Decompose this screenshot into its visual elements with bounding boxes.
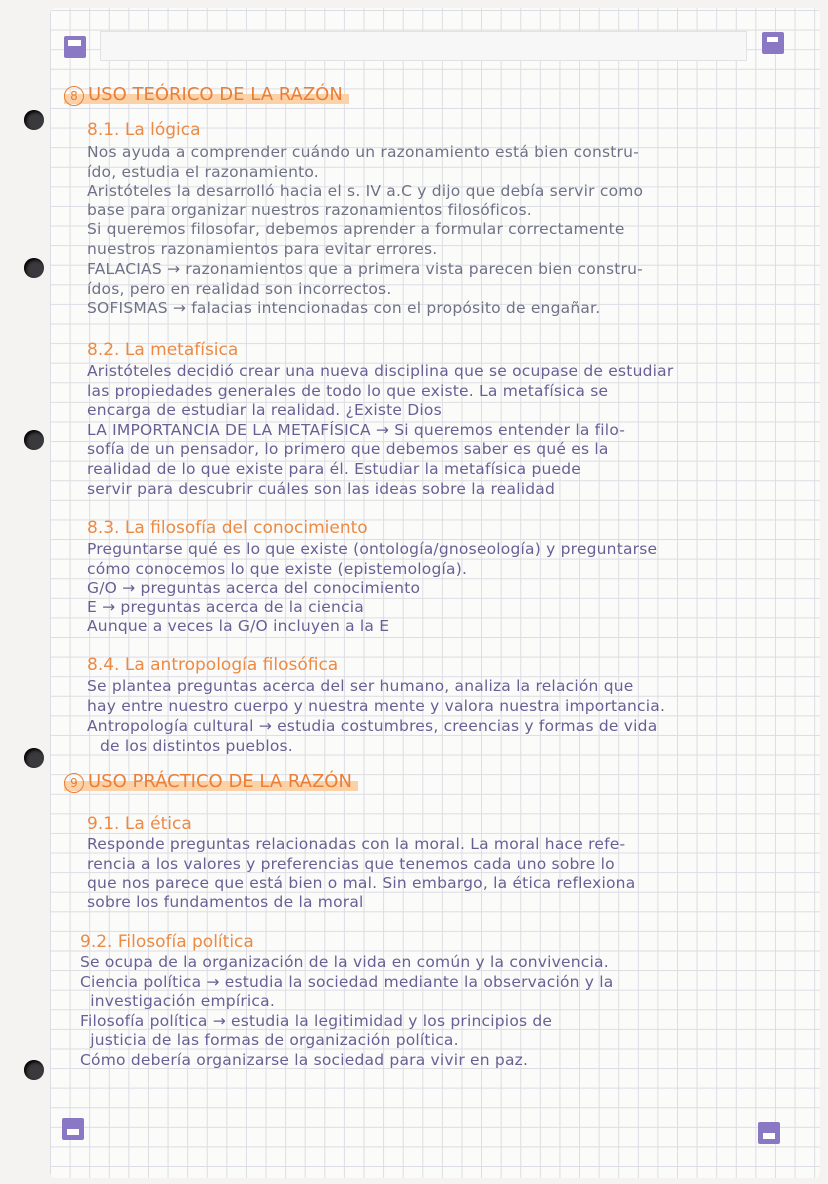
text-line: FALACIAS → razonamientos que a primera vista parecen bien constru- (87, 260, 643, 278)
binder-hole (24, 1060, 44, 1080)
subsection-heading: 8.4. La antropología filosófica (87, 655, 339, 675)
text-line: justicia de las formas de organización política. (80, 1031, 459, 1049)
subsection-heading: 8.2. La metafísica (87, 340, 239, 360)
text-line: Nos ayuda a comprender cuándo un razonamiento está bien constru- (87, 143, 639, 161)
text-line: Si queremos filosofar, debemos aprender a formular correctamente (87, 220, 625, 238)
text-line: Cómo debería organizarse la sociedad para vivir en paz. (80, 1051, 529, 1069)
corner-mark-icon (62, 1118, 84, 1140)
text-line: Aunque a veces la G/O incluyen a la E (87, 617, 390, 635)
header-box (100, 31, 747, 61)
subsection-heading: 9.1. La ética (87, 814, 192, 834)
text-line: Ciencia política → estudia la sociedad mediante la observación y la (80, 973, 614, 991)
text-line: las propiedades generales de todo lo que existe. La metafísica se (87, 382, 609, 400)
section-title: USO TEÓRICO DE LA RAZÓN (88, 84, 343, 105)
text-line: ídos, pero en realidad son incorrectos. (87, 280, 392, 298)
text-line: realidad de lo que existe para él. Estudiar la metafísica puede (87, 460, 582, 478)
corner-mark-icon (758, 1122, 780, 1144)
text-line: servir para descubrir cuáles son las ideas sobre la realidad (87, 480, 555, 498)
text-line: Preguntarse qué es lo que existe (ontología/gnoseología) y preguntarse (87, 540, 658, 558)
text-line: ído, estudia el razonamiento. (87, 163, 319, 181)
text-line: Aristóteles decidió crear una nueva disciplina que se ocupase de estudiar (87, 362, 674, 380)
section-heading-9 (64, 771, 358, 793)
text-line: Responde preguntas relacionadas con la moral. La moral hace refe- (87, 835, 626, 853)
binder-hole (24, 258, 44, 278)
subsection-heading: 8.1. La lógica (87, 120, 201, 140)
section-heading-8 (64, 84, 349, 106)
text-line: Filosofía política → estudia la legitimidad y los principios de (80, 1012, 553, 1030)
section-title: USO PRÁCTICO DE LA RAZÓN (88, 771, 352, 792)
text-line: sofía de un pensador, lo primero que debemos saber es qué es la (87, 440, 609, 458)
section-number: 9 (64, 773, 84, 793)
subsection-heading: 9.2. Filosofía política (80, 932, 254, 952)
text-line: Se plantea preguntas acerca del ser humano, analiza la relación que (87, 677, 634, 695)
text-line: Antropología cultural → estudia costumbres, creencias y formas de vida (87, 717, 658, 735)
section-number: 8 (64, 86, 84, 106)
text-line: G/O → preguntas acerca del conocimiento (87, 579, 421, 597)
text-line: SOFISMAS → falacias intencionadas con el propósito de engañar. (87, 299, 601, 317)
text-line: sobre los fundamentos de la moral (87, 893, 364, 911)
text-line: Se ocupa de la organización de la vida en común y la convivencia. (80, 953, 609, 971)
text-line: que nos parece que está bien o mal. Sin embargo, la ética reflexiona (87, 874, 636, 892)
text-line: encarga de estudiar la realidad. ¿Existe Dios (87, 401, 442, 419)
text-line: LA IMPORTANCIA DE LA METAFÍSICA → Si queremos entender la filo- (87, 421, 626, 439)
text-line: investigación empírica. (80, 992, 275, 1010)
text-line: cómo conocemos lo que existe (epistemología). (87, 560, 468, 578)
text-line: Aristóteles la desarrolló hacia el s. IV a.C y dijo que debía servir como (87, 182, 644, 200)
binder-hole (24, 748, 44, 768)
binder-hole (24, 110, 44, 130)
corner-mark-icon (762, 32, 784, 54)
subsection-heading: 8.3. La filosofía del conocimiento (87, 518, 368, 538)
text-line: hay entre nuestro cuerpo y nuestra mente y valora nuestra importancia. (87, 697, 666, 715)
text-line: nuestros razonamientos para evitar errores. (87, 240, 438, 258)
text-line: E → preguntas acerca de la ciencia (87, 598, 364, 616)
text-line: de los distintos pueblos. (100, 737, 293, 755)
text-line: base para organizar nuestros razonamientos filosóficos. (87, 201, 532, 219)
corner-mark-icon (64, 36, 86, 58)
text-line: rencia a los valores y preferencias que tenemos cada uno sobre lo (87, 855, 615, 873)
binder-hole (24, 430, 44, 450)
